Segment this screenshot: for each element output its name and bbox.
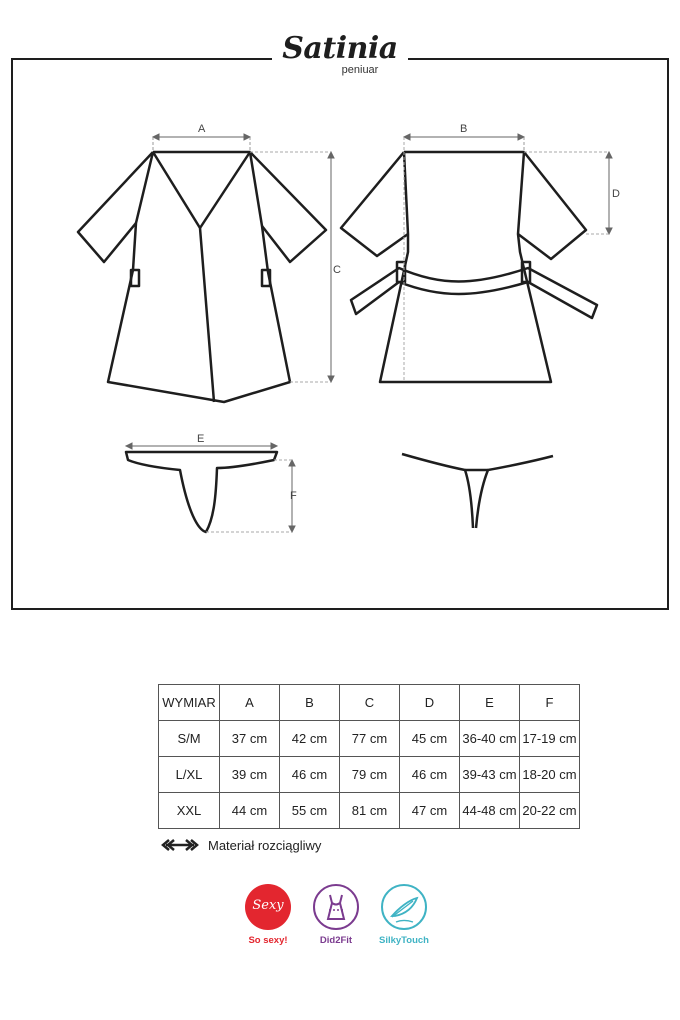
thong-back-drawing (402, 454, 553, 528)
dim-label-e: E (197, 433, 205, 445)
table-cell: 79 cm (340, 757, 400, 793)
table-cell: 17-19 cm (520, 721, 580, 757)
thong-front-drawing (126, 452, 277, 532)
table-cell: 55 cm (280, 793, 340, 829)
dim-label-b: B (460, 123, 468, 135)
table-cell: 20-22 cm (520, 793, 580, 829)
brand-name: Satinia (282, 31, 398, 66)
table-header-cell: E (460, 685, 520, 721)
table-cell: 18-20 cm (520, 757, 580, 793)
table-header-cell: C (340, 685, 400, 721)
table-header-cell: D (400, 685, 460, 721)
table-cell: 77 cm (340, 721, 400, 757)
legend-text: Materiał rozciągliwy (208, 837, 322, 853)
table-cell: 44 cm (220, 793, 280, 829)
badge-label: So sexy! (248, 935, 288, 946)
table-row (159, 757, 580, 793)
table-header-cell: WYMIAR (159, 685, 220, 721)
table-cell: 45 cm (400, 721, 460, 757)
table-cell: 46 cm (400, 757, 460, 793)
table-row (159, 793, 580, 829)
dim-label-a: A (198, 123, 206, 135)
table-cell: 81 cm (340, 793, 400, 829)
table-header-cell: B (280, 685, 340, 721)
table-cell: S/M (159, 721, 220, 757)
badge-so-sexy (233, 884, 303, 946)
table-header-row (159, 685, 580, 721)
brand-logo (272, 28, 408, 94)
feather-icon (381, 884, 427, 930)
table-cell: 37 cm (220, 721, 280, 757)
table-cell: 36-40 cm (460, 721, 520, 757)
table-cell: 46 cm (280, 757, 340, 793)
double-arrow-icon (160, 839, 200, 851)
sexy-circle-icon: Sexy (245, 884, 291, 930)
brand-subtitle: peniuar (341, 64, 379, 76)
table-cell: XXL (159, 793, 220, 829)
badge-label: Did2Fit (319, 935, 353, 946)
table-cell: 39-43 cm (460, 757, 520, 793)
table-row (159, 721, 580, 757)
table-cell: 44-48 cm (460, 793, 520, 829)
dress-icon (313, 884, 359, 930)
table-cell: 39 cm (220, 757, 280, 793)
dim-label-f: F (290, 490, 297, 502)
stretch-legend (160, 836, 321, 854)
badge-did2fit (301, 884, 371, 946)
table-cell: 42 cm (280, 721, 340, 757)
table-cell: L/XL (159, 757, 220, 793)
robe-back-drawing (341, 152, 597, 382)
badge-silkytouch (369, 884, 439, 946)
size-table (158, 684, 580, 829)
dim-label-d: D (612, 188, 620, 200)
dim-label-c: C (333, 264, 341, 276)
table-header-cell: A (220, 685, 280, 721)
badge-label: SilkyTouch (379, 935, 429, 946)
table-cell: 47 cm (400, 793, 460, 829)
dimension-labels (197, 123, 620, 502)
robe-front-drawing (78, 152, 326, 402)
table-header-cell: F (520, 685, 580, 721)
